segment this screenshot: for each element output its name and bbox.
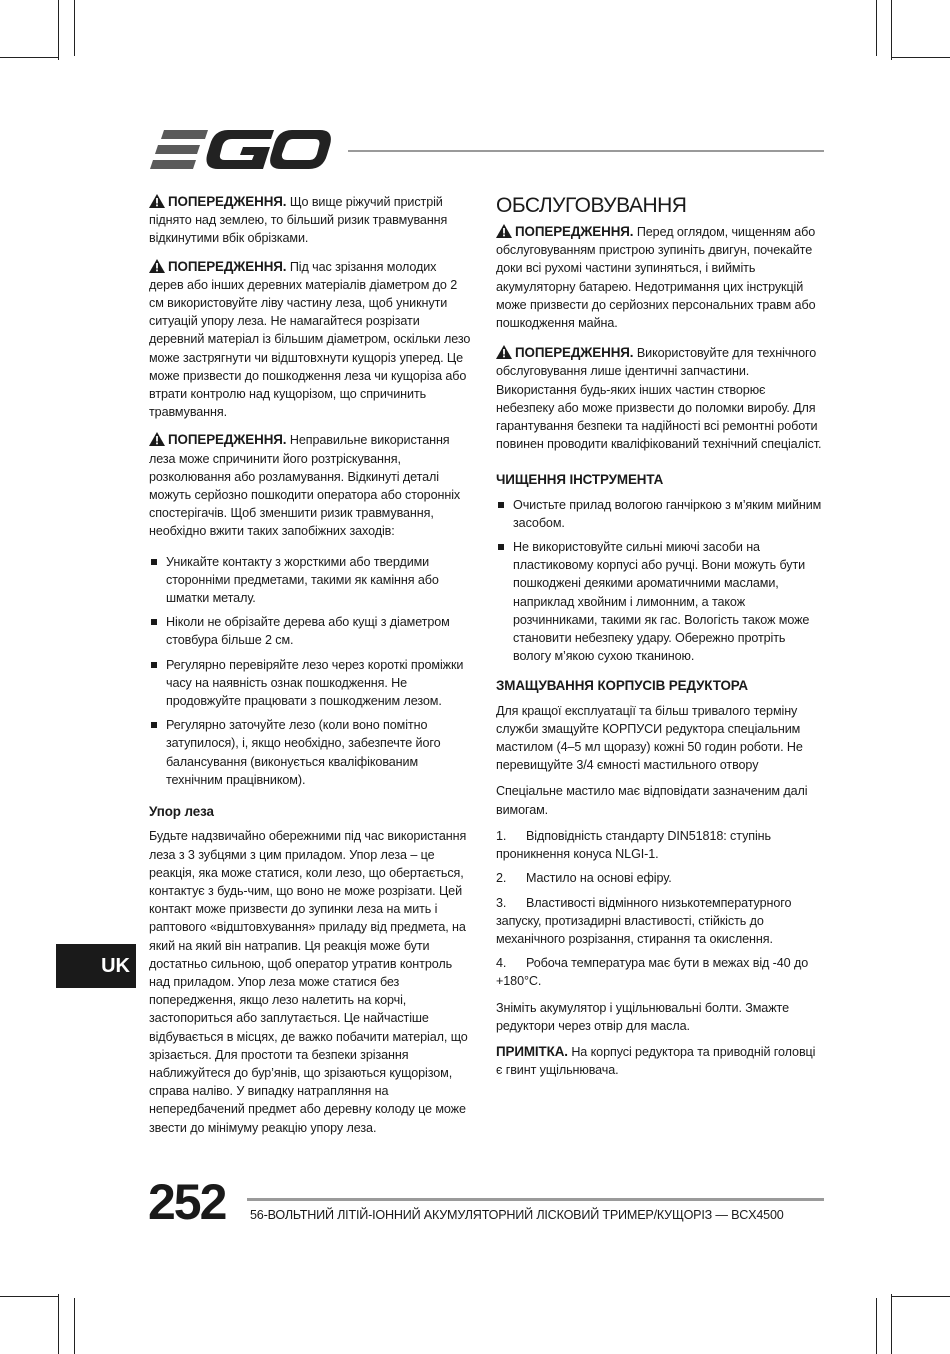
warning-block [496, 344, 824, 453]
crop-mark-bottom-left-h [0, 1296, 58, 1297]
list-text: Робоча температура має бути в межах від -40 до +180°C. [496, 956, 809, 989]
cleaning-list [496, 496, 824, 666]
crop-mark-top-right-v2 [876, 0, 877, 56]
warning-text: Під час зрізання молодих дерев або інших деревних матеріалів діаметром до 2 см використовуйте ліву частину леза, щоб уникнути ситуацій упору леза. Не намагайтеся розрізати деревний матеріал із більшим діаметром, оскільки лезо може застрягнути чи відштовхнути кущоріз уперед. Це може призвести до пошкодження леза чи кущоріза або втрати контролю над кущорізом, що спричинить травмування. [149, 259, 471, 420]
warning-text: Неправильне використання леза може спричинити його розтріскування, розколювання або розламування. Відкинуті деталі можуть серйозно пошкодити оператора або сторонніх спостерігачів. Щоб зменшити ризик травмування, необхідно вжити таких запобіжних заходів: [149, 433, 461, 539]
list-number: 3. [496, 895, 507, 910]
warning-block [149, 258, 473, 422]
greasing-requirements: Спеціальне мастило має відповідати зазначеним далі вимогам. [496, 784, 808, 817]
warning-block [149, 193, 473, 248]
crop-mark-bottom-right-h [892, 1296, 950, 1297]
precautions-list [149, 553, 473, 789]
crop-mark-top-left-v2 [74, 0, 75, 56]
warning-triangle-icon [149, 259, 165, 273]
warning-block [496, 223, 824, 332]
list-item: Регулярно заточуйте лезо (коли воно помітно затупилося), і, якщо необхідно, забезпечте його балансування (виконується кваліфікованим технічним працівником). [149, 716, 473, 789]
warning-title: ПОПЕРЕДЖЕННЯ. [168, 194, 287, 209]
list-item [496, 894, 824, 949]
crop-mark-top-right-v [891, 0, 892, 60]
list-number: 2. [496, 871, 507, 886]
ego-logo [150, 128, 332, 172]
warning-triangle-icon [149, 432, 165, 446]
warning-block [149, 431, 473, 540]
list-item: Ніколи не обрізайте дерева або кущі з діаметром стовбура більше 2 см. [149, 613, 473, 649]
warning-title: ПОПЕРЕДЖЕННЯ. [515, 345, 634, 361]
requirements-list [496, 827, 824, 991]
list-item [496, 869, 824, 887]
greasing-instruction: Зніміть акумулятор і ущільнювальні болти. Змажте редуктори через отвір для масла. [496, 1000, 789, 1033]
crop-mark-bottom-left-v [58, 1294, 59, 1354]
list-number: 4. [496, 956, 507, 971]
warning-text: Що вище ріжучий пристрій піднято над землею, то більший ризик травмування відкинутими вбік обрізками. [149, 195, 448, 246]
warning-title: ПОПЕРЕДЖЕННЯ. [168, 432, 287, 448]
footer-rule [247, 1198, 824, 1201]
kickback-heading: Упор леза [149, 804, 214, 820]
list-number: 1. [496, 828, 507, 843]
warning-title: ПОПЕРЕДЖЕННЯ. [515, 224, 634, 239]
list-item [496, 954, 824, 990]
header-rule [348, 150, 824, 152]
language-tab: UK [56, 944, 136, 988]
footer-product-title: 56-ВОЛЬТНИЙ ЛІТІЙ-ІОННИЙ АКУМУЛЯТОРНИЙ ЛІСКОВИЙ ТРИМЕР/КУЩОРІЗ — BCX4500 [250, 1208, 784, 1222]
warning-title: ПОПЕРЕДЖЕННЯ. [168, 258, 287, 274]
kickback-paragraph: Будьте надзвичайно обережними під час використання леза з 3 зубцями з цим приладом. Упор леза – це реакція, яка може статися, коли лезо, що обертається, контактує з будь-чим, що воно не може розрізати. Цей контакт може призвести до зупинки леза на мить і раптового «відштовхування» приладу від предмета, на який на який він натрапив. Ця реакція може бути достатньо сильною, щоб оператор утратив контроль над приладом. Упор леза може статися без попередження, якщо лезо налетить на корчі, застопориться або заплутається. Це найчастіше відбувається в місцях, де важко побачити матеріал, що зрізається. Для простоти та безпеки зрізання наближуйтеся до бур’янів, що зрізаються кущорізом, справа наліво. У випадку натрапляння на непередбачений предмет або деревну колоду це може звести до мінімуму реакцію упору леза. [149, 829, 468, 1135]
crop-mark-bottom-left-v2 [74, 1298, 75, 1354]
greasing-heading: ЗМАЩУВАННЯ КОРПУСІВ РЕДУКТОРА [496, 678, 748, 694]
warning-triangle-icon [496, 345, 512, 359]
greasing-intro: Для кращої експлуатації та більш тривалого терміну служби змащуйте КОРПУСИ редуктора спеціальним мастилом (4–5 мл щоразу) кожні 50 годин роботи. Не перевищуйте 3/4 ємності мастильного отвору [496, 703, 803, 773]
note-label: ПРИМІТКА. [496, 1043, 568, 1059]
page-number: 252 [148, 1174, 226, 1230]
note-block [496, 1043, 824, 1079]
crop-mark-bottom-right-v2 [876, 1298, 877, 1354]
list-item: Очистьте прилад вологою ганчіркою з м’яким мийним засобом. [496, 496, 824, 532]
list-item: Регулярно перевіряйте лезо через короткі проміжки часу на наявність ознак пошкодження. Не продовжуйте працювати з пошкодженим лезом. [149, 656, 473, 711]
crop-mark-top-left-v [58, 0, 59, 60]
warning-triangle-icon [149, 194, 165, 208]
list-item: Уникайте контакту з жорсткими або твердими сторонніми предметами, такими як каміння або шматки металу. [149, 553, 473, 608]
crop-mark-bottom-right-v [891, 1294, 892, 1354]
right-column [496, 193, 824, 1087]
list-item: Не використовуйте сильні миючі засоби на пластиковому корпусі або ручці. Вони можуть бути пошкоджені деякими ароматичними маслами, наприклад хвойним і лимонним, а також розчинниками, такими як гас. Вологість також може становити небезпеку удару. Обережно протріть вологу м’якою сухою тканиною. [496, 538, 824, 665]
left-column [149, 193, 473, 1145]
warning-text: Перед оглядом, чищенням або обслуговуванням пристрою зупиніть двигун, почекайте доки всі рухомі частини зупиняться, і вийміть акумуляторну батарею. Недотримання цих інструкцій може призвести до серйозних персональних травм або пошкодження майна. [496, 225, 816, 331]
list-text: Мастило на основі ефіру. [526, 871, 672, 886]
section-title: ОБСЛУГОВУВАННЯ [496, 194, 687, 217]
crop-mark-top-left-h [0, 57, 58, 58]
note-text: На корпусі редуктора та приводній головці є гвинт ущільнювача. [496, 1044, 816, 1078]
list-text: Властивості відмінного низькотемпературного запуску, протизадирні властивості, стійкість до механічного розрізання, стирання та окислення. [496, 895, 792, 946]
crop-mark-top-right-h [892, 57, 950, 58]
cleaning-heading: ЧИЩЕННЯ ІНСТРУМЕНТА [496, 472, 664, 488]
warning-triangle-icon [496, 224, 512, 238]
warning-text: Використовуйте для технічного обслуговування лише ідентичні запчастини. Використання будь-яких інших частин створює небезпеку або може призвести до поломки виробу. Для гарантування безпеки та надійності всі ремонтні роботи повинен проводити кваліфікований технічний спеціаліст. [496, 346, 822, 452]
list-text: Відповідність стандарту DIN51818: ступінь проникнення конуса NLGI-1. [496, 828, 771, 862]
list-item [496, 827, 824, 863]
